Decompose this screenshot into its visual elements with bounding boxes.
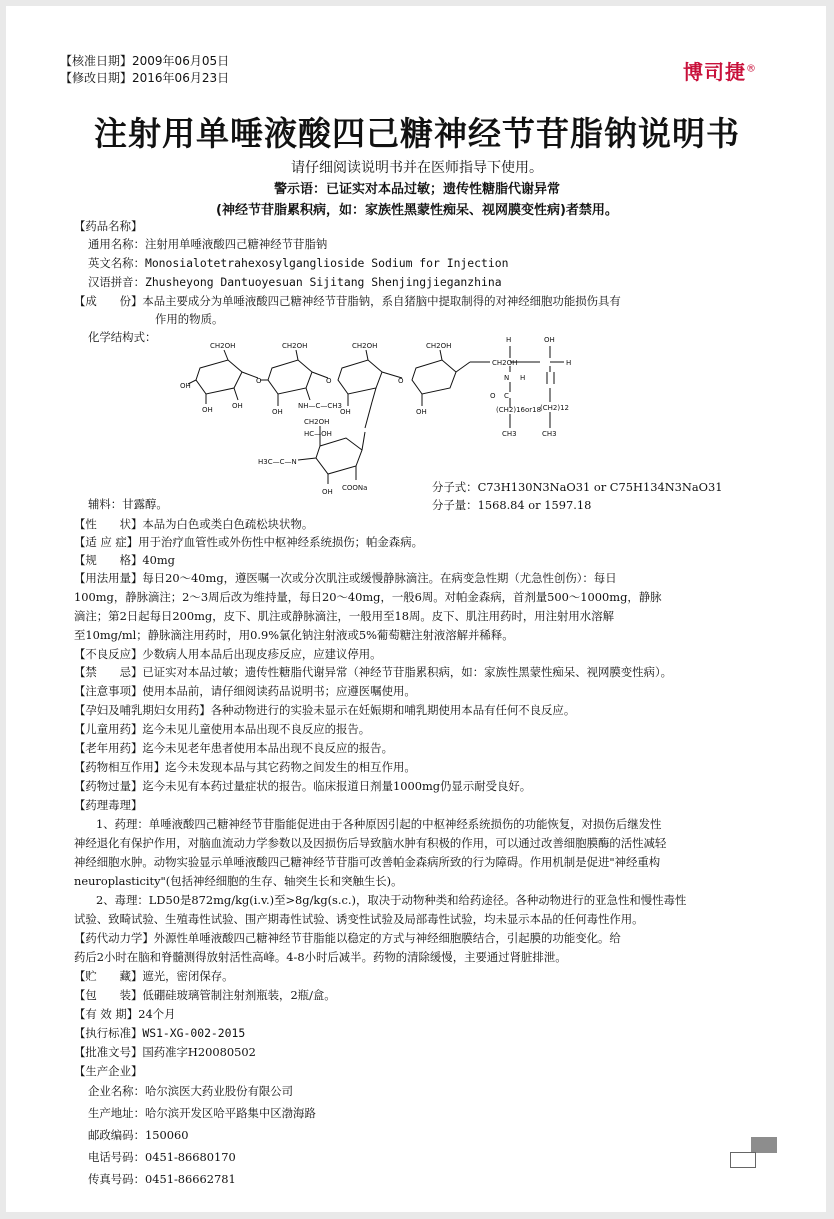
toxicology-label: 【药理毒理】: [74, 798, 143, 812]
children-row: [74, 722, 370, 737]
storage-row: [74, 969, 234, 984]
dosage-line-1: 每日20～40mg，遵医嘱一次或分次肌注或缓慢静脉滴注。在病变急性期（尤急性创伤）：每日: [142, 571, 617, 585]
children-text: 迄今未见儿童使用本品出现不良反应的报告。: [142, 722, 371, 736]
fax-label: 传真号码：: [88, 1172, 145, 1186]
page-corner-box: [730, 1152, 756, 1168]
common-name-label: 通用名称：: [88, 237, 145, 251]
sugar-ring-4: [412, 360, 456, 394]
storage-text: 遮光，密闭保存。: [142, 969, 234, 983]
standard-label: 【执行标准】: [74, 1026, 143, 1040]
indications-row: [74, 535, 423, 550]
properties-row: [74, 517, 313, 532]
postcode-label: 邮政编码：: [88, 1128, 145, 1142]
pharmacokinetics-line-2: 药后2小时在脑和脊髓测得放射活性高峰。4-8小时后减半。药物的清除缓慢，主要通过肾脏排泄。: [74, 950, 567, 964]
pinyin-row: [88, 275, 502, 290]
chemical-structure-diagram: [180, 328, 600, 498]
struct-ch2oh-4: CH2OH: [426, 342, 452, 350]
struct-oh-4: OH: [272, 408, 283, 416]
pharmacokinetics-label: 【药代动力学】: [74, 931, 154, 945]
dosage-line-2: 100mg，静脉滴注；2～3周后改为维持量，每日20～40mg，一般6周。对帕金森病，首剂量500～1000mg，静脉: [74, 590, 662, 604]
struct-oh-7: OH: [544, 336, 555, 344]
struct-h3c-c-n: H3C—C—N: [258, 458, 297, 466]
english-name-label: 英文名称：: [88, 256, 145, 270]
page-title: 注射用单唾液酸四己糖神经节苷脂钠说明书: [94, 114, 740, 153]
manufacturer-name: 哈尔滨医大药业股份有限公司: [144, 1084, 294, 1098]
contraindications-text: 已证实对本品过敏；遗传性糖脂代谢异常（神经节苷脂累积病，如：家族性黑蒙性痴呆、视网膜变性病）。: [142, 665, 673, 679]
approval-date: 2009年06月05日: [132, 54, 230, 68]
toxicology-p2-line-2: 试验、致畸试验、生殖毒性试验、围产期毒性试验、诱变性试验及局部毒性试验，均未显示本品的任何毒性作用。: [74, 912, 644, 926]
instruction-line: 请仔细阅读说明书并在医师指导下使用。: [291, 160, 543, 176]
composition-text-2: 作用的物质。: [155, 312, 224, 326]
manufacturer-address-row: [88, 1106, 316, 1121]
struct-chain-1: (CH2)16or18: [496, 406, 542, 414]
struct-c: C: [504, 392, 509, 400]
warning-line-1: 警示语：已证实对本品过敏；遗传性糖脂代谢异常: [273, 182, 560, 197]
toxicology-p1-line-3: 神经细胞水肿。动物实验显示单唾液酸四己糖神经节苷脂可改善帕金森病所致的行为障碍。作用机制是促进"神经重构: [74, 855, 661, 869]
approval-no-row: [74, 1045, 256, 1060]
properties-label: 【性 状】: [74, 517, 143, 531]
toxicology-p1-line-2: 神经退化有保护作用，对脑血流动力学参数以及因损伤后导致脑水肿有积极的作用，可以通过改善细胞膜酶的活性减轻: [74, 836, 667, 850]
precautions-label: 【注意事项】: [74, 684, 143, 698]
molecular-weight: 1568.84 or 1597.18: [477, 498, 592, 512]
specification-label: 【规 格】: [74, 553, 143, 567]
composition-row-1: [74, 294, 621, 309]
toxicology-p2-line-1: 2、毒理：LD50是872mg/kg(i.v.)至>8g/kg(s.c.)，取决于动物种类和给药途径。各种动物进行的亚急性和慢性毒性: [96, 893, 687, 907]
struct-oh-5: OH: [340, 408, 351, 416]
phone: 0451-86680170: [144, 1150, 236, 1164]
struct-h-3: H: [520, 374, 526, 382]
manufacturer-name-row: [88, 1084, 293, 1099]
elderly-row: [74, 741, 393, 756]
struct-nh-c-ch3: NH—C—CH3: [298, 402, 342, 410]
dosage-line-4: 至10mg/ml；静脉滴注用药时，用0.9%氯化钠注射液或5%葡萄糖注射液溶解并稀释。: [74, 628, 514, 642]
validity-label: 【有 效 期】: [74, 1007, 139, 1021]
fax-row: [88, 1172, 236, 1187]
pharmacokinetics-row-1: [74, 931, 621, 946]
drug-name-section: 【药品名称】: [74, 219, 143, 233]
toxicology-p1-line-4: neuroplasticity"(包括神经细胞的生存、轴突生长和突触生长)。: [74, 874, 403, 888]
contraindications-label: 【禁 忌】: [74, 665, 143, 679]
struct-coona: COONa: [342, 484, 368, 492]
dosage-label: 【用法用量】: [74, 571, 143, 585]
phone-label: 电话号码：: [88, 1150, 145, 1164]
overdose-text: 迄今未见有本药过量症状的报告。临床报道日剂量1000mg仍显示耐受良好。: [142, 779, 532, 793]
overdose-row: [74, 779, 531, 794]
interactions-row: [74, 760, 416, 775]
struct-h-2: H: [566, 359, 572, 367]
dosage-line-3: 滴注；第2日起每日200mg，皮下、肌注或静脉滴注，一般用至18周。皮下、肌注用药时，用注射用水溶解: [74, 609, 614, 623]
validity-row: [74, 1007, 175, 1022]
english-name: Monosialotetrahexosylganglioside Sodium for Injection: [144, 256, 509, 270]
approval-date-label: 【核准日期】: [60, 54, 133, 68]
struct-oh-2: OH: [202, 406, 213, 414]
sugar-ring-2: [268, 360, 312, 394]
brand-logo: [683, 56, 757, 85]
validity-text: 24个月: [138, 1007, 176, 1021]
manufacturer-label: 【生产企业】: [74, 1064, 143, 1078]
specification-row: [74, 553, 175, 568]
struct-oh-1: OH: [180, 382, 191, 390]
pregnancy-text: 各种动物进行的实验未显示在妊娠期和哺乳期使用本品有任何不良反应。: [210, 703, 576, 717]
struct-ch2oh-1: CH2OH: [210, 342, 236, 350]
brand-name: 博司捷: [683, 60, 746, 84]
manufacturer-address: 哈尔滨开发区哈平路集中区渤海路: [144, 1106, 316, 1120]
struct-ch3-2: CH3: [542, 430, 557, 438]
storage-label: 【贮 藏】: [74, 969, 143, 983]
composition-text-1: 本品主要成分为单唾液酸四己糖神经节苷脂钠，系自猪脑中提取制得的对神经细胞功能损伤具有: [142, 294, 621, 308]
adverse-text: 少数病人用本品后出现皮疹反应，应建议停用。: [142, 647, 382, 661]
package-row: [74, 988, 336, 1003]
page-corner-mark: [751, 1137, 777, 1153]
struct-ch2-link: CH2OH: [492, 359, 518, 367]
formula-label: 分子式：: [432, 480, 478, 494]
structure-label: 化学结构式：: [88, 330, 157, 344]
pharmacokinetics-line-1: 外源性单唾液酸四己糖神经节苷脂能以稳定的方式与神经细胞膜结合，引起膜的功能变化。给: [153, 931, 621, 945]
manufacturer-name-label: 企业名称：: [88, 1084, 145, 1098]
properties-text: 本品为白色或类白色疏松块状物。: [142, 517, 314, 531]
fax: 0451-86662781: [144, 1172, 236, 1186]
formula: C73H130N3NaO31 or C75H134N3NaO31: [477, 480, 723, 494]
struct-hc-oh: HC—OH: [304, 430, 332, 438]
revision-date-line: [60, 69, 229, 86]
standard-row: [74, 1026, 245, 1041]
pregnancy-row: [74, 703, 575, 718]
struct-oh-8: OH: [322, 488, 333, 496]
warning-line-2: (神经节苷脂累积病，如：家族性黑蒙性痴呆、视网膜变性病)者禁用。: [216, 203, 618, 218]
package-label: 【包 装】: [74, 988, 143, 1002]
struct-o-3: O: [398, 377, 404, 385]
revision-date-label: 【修改日期】: [60, 71, 133, 85]
struct-h-1: H: [506, 336, 512, 344]
common-name: 注射用单唾液酸四己糖神经节苷脂钠: [144, 237, 328, 251]
standard-text: WS1-XG-002-2015: [142, 1026, 246, 1040]
pinyin: Zhusheyong Dantuoyesuan Sijitang Shenjingjieganzhina: [144, 275, 502, 289]
overdose-label: 【药物过量】: [74, 779, 143, 793]
struct-o-1: O: [256, 377, 262, 385]
elderly-text: 迄今未见老年患者使用本品出现不良反应的报告。: [142, 741, 393, 755]
struct-ch2oh-3: CH2OH: [352, 342, 378, 350]
registered-mark: ®: [746, 63, 757, 75]
toxicology-p1-line-1: 1、药理：单唾液酸四己糖神经节苷脂能促进由于各种原因引起的中枢神经系统损伤的功能恢复，对损伤后继发性: [96, 817, 662, 831]
composition-label: 【成 份】: [74, 294, 143, 308]
english-name-row: [88, 256, 508, 271]
postcode-row: [88, 1128, 188, 1143]
precautions-text: 使用本品前，请仔细阅读药品说明书；应遵医嘱使用。: [142, 684, 416, 698]
struct-oh-6: OH: [416, 408, 427, 416]
approval-no-text: 国药准字H20080502: [142, 1045, 256, 1059]
common-name-row: [88, 237, 327, 252]
phone-row: [88, 1150, 236, 1165]
interactions-text: 迄今未发现本品与其它药物之间发生的相互作用。: [165, 760, 416, 774]
sugar-ring-1: [196, 360, 242, 394]
struct-chain-2: (CH2)12: [540, 404, 569, 412]
pregnancy-label: 【孕妇及哺乳期妇女用药】: [74, 703, 211, 717]
excipient: 辅料：甘露醇。: [88, 497, 168, 511]
struct-ch2oh-2: CH2OH: [282, 342, 308, 350]
struct-o-2: O: [326, 377, 332, 385]
mw-row: [432, 498, 591, 513]
interactions-label: 【药物相互作用】: [74, 760, 166, 774]
indications-label: 【适 应 症】: [74, 535, 139, 549]
indications-text: 用于治疗血管性或外伤性中枢神经系统损伤；帕金森病。: [138, 535, 423, 549]
approval-no-label: 【批准文号】: [74, 1045, 143, 1059]
revision-date: 2016年06月23日: [132, 71, 230, 85]
struct-oh-3: OH: [232, 402, 243, 410]
manufacturer-address-label: 生产地址：: [88, 1106, 145, 1120]
postcode: 150060: [144, 1128, 189, 1142]
adverse-row: [74, 647, 382, 662]
struct-n: N: [504, 374, 510, 382]
pinyin-label: 汉语拼音：: [88, 275, 145, 289]
struct-o-4: O: [490, 392, 496, 400]
precautions-row: [74, 684, 416, 699]
adverse-label: 【不良反应】: [74, 647, 143, 661]
children-label: 【儿童用药】: [74, 722, 143, 736]
dosage-row-1: [74, 571, 617, 586]
sialic-acid-ring: [316, 438, 362, 474]
formula-row: [432, 480, 723, 495]
struct-ch2oh-5: CH2OH: [304, 418, 330, 426]
package-text: 低硼硅玻璃管制注射剂瓶装，2瓶/盒。: [142, 988, 336, 1002]
struct-ch3-1: CH3: [502, 430, 517, 438]
contraindications-row: [74, 665, 672, 680]
specification-text: 40mg: [142, 553, 175, 567]
elderly-label: 【老年用药】: [74, 741, 143, 755]
mw-label: 分子量：: [432, 498, 478, 512]
approval-date-line: [60, 52, 229, 69]
